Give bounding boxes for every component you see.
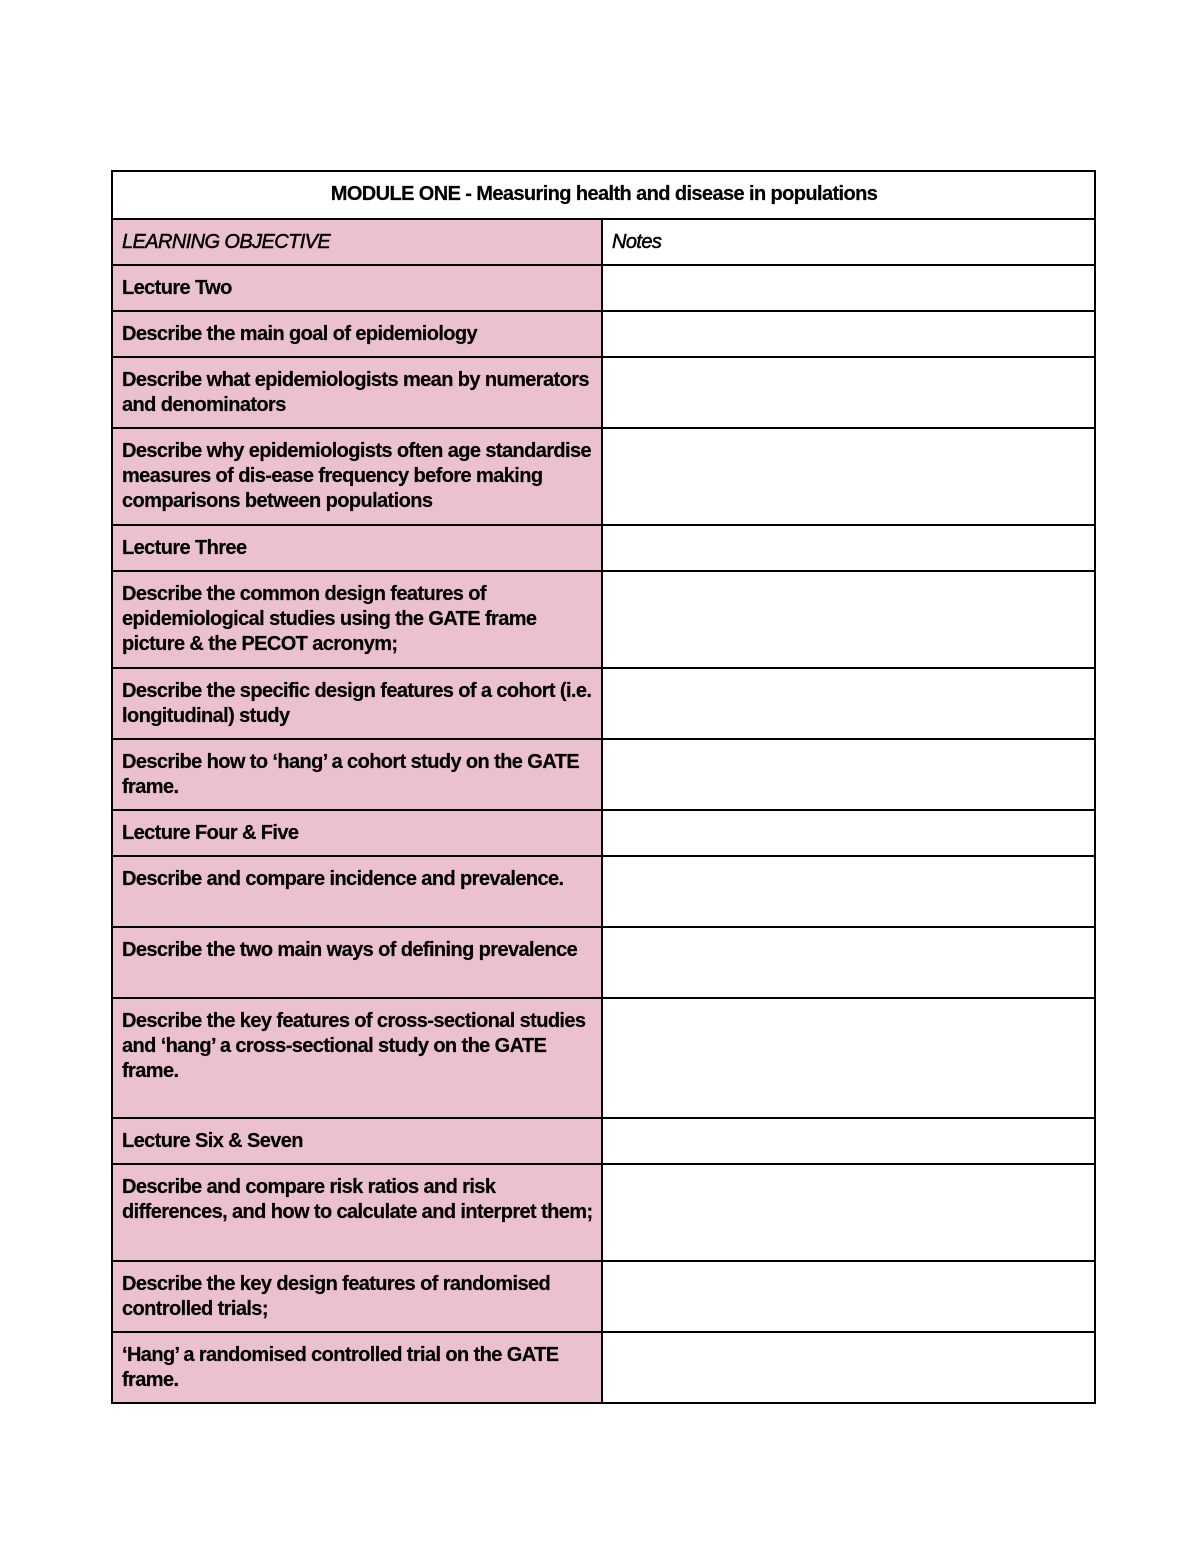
notes-cell[interactable] <box>602 428 1095 525</box>
objective-text: Describe the specific design features of a cohort (i.e. longitudinal) study <box>112 668 602 739</box>
objective-text: Describe and compare risk ratios and risk differences, and how to calculate and interpret them; <box>112 1164 602 1261</box>
table-row <box>112 739 1095 810</box>
notes-cell[interactable] <box>602 1332 1095 1403</box>
table-row <box>112 311 1095 357</box>
objective-text: Describe the common design features of epidemiological studies using the GATE frame picture & the PECOT acronym; <box>112 571 602 668</box>
table-header-row <box>112 219 1095 265</box>
section-row-lecture-six-seven <box>112 1118 1095 1164</box>
section-row-lecture-two <box>112 265 1095 311</box>
notes-cell[interactable] <box>602 810 1095 856</box>
notes-cell[interactable] <box>602 311 1095 357</box>
objective-text: Describe the two main ways of defining prevalence <box>112 927 602 998</box>
section-row-lecture-three <box>112 525 1095 571</box>
table-row <box>112 357 1095 428</box>
notes-column-header: Notes <box>602 219 1095 265</box>
notes-cell[interactable] <box>602 1164 1095 1261</box>
notes-cell[interactable] <box>602 739 1095 810</box>
notes-cell[interactable] <box>602 998 1095 1118</box>
section-row-lecture-four-five <box>112 810 1095 856</box>
notes-cell[interactable] <box>602 265 1095 311</box>
objective-text: Describe the key features of cross-sectional studies and ‘hang’ a cross-sectional study on the GATE frame. <box>112 998 602 1118</box>
table-title-row <box>112 171 1095 219</box>
objective-text: Describe the key design features of randomised controlled trials; <box>112 1261 602 1332</box>
objective-text: Describe how to ‘hang’ a cohort study on the GATE frame. <box>112 739 602 810</box>
objective-text: Describe and compare incidence and prevalence. <box>112 856 602 927</box>
section-label: Lecture Four & Five <box>112 810 602 856</box>
notes-cell[interactable] <box>602 571 1095 668</box>
table-row <box>112 998 1095 1118</box>
table-row <box>112 1261 1095 1332</box>
table-row <box>112 668 1095 739</box>
notes-cell[interactable] <box>602 856 1095 927</box>
notes-cell[interactable] <box>602 927 1095 998</box>
notes-cell[interactable] <box>602 1261 1095 1332</box>
notes-cell[interactable] <box>602 357 1095 428</box>
objective-column-header: LEARNING OBJECTIVE <box>112 219 602 265</box>
objective-text: ‘Hang’ a randomised controlled trial on the GATE frame. <box>112 1332 602 1403</box>
objective-text: Describe why epidemiologists often age standardise measures of dis-ease frequency before making comparisons between populations <box>112 428 602 525</box>
table-row <box>112 1164 1095 1261</box>
objective-text: Describe the main goal of epidemiology <box>112 311 602 357</box>
table-row <box>112 428 1095 525</box>
notes-cell[interactable] <box>602 1118 1095 1164</box>
section-label: Lecture Two <box>112 265 602 311</box>
module-title: MODULE ONE - Measuring health and disease in populations <box>112 171 1095 219</box>
notes-cell[interactable] <box>602 525 1095 571</box>
table-row <box>112 1332 1095 1403</box>
notes-cell[interactable] <box>602 668 1095 739</box>
table-row <box>112 927 1095 998</box>
objective-text: Describe what epidemiologists mean by numerators and denominators <box>112 357 602 428</box>
table-row <box>112 571 1095 668</box>
table-row <box>112 856 1095 927</box>
section-label: Lecture Three <box>112 525 602 571</box>
learning-objectives-table <box>111 170 1096 1404</box>
section-label: Lecture Six & Seven <box>112 1118 602 1164</box>
